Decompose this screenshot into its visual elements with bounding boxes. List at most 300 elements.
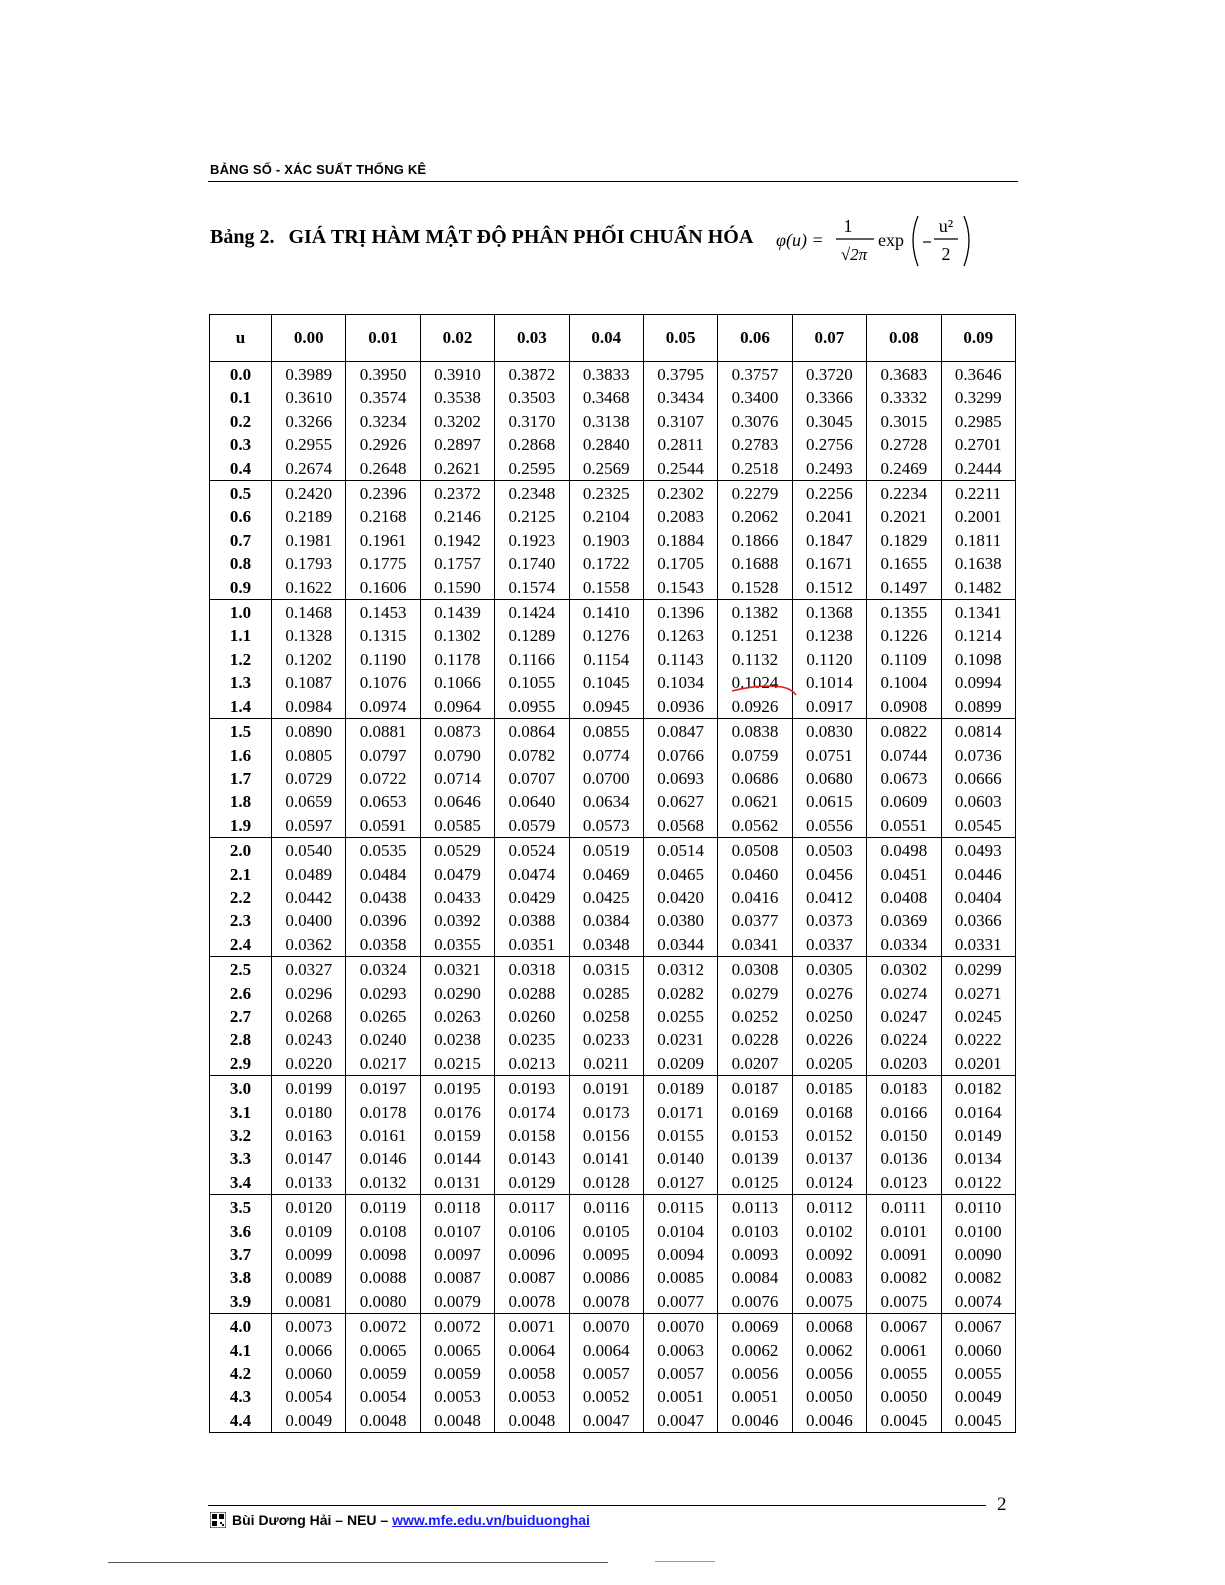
footer-divider [208,1505,986,1506]
density-value-cell: 0.0199 [272,1076,346,1101]
density-value-cell: 0.0141 [569,1147,643,1170]
density-value-cell: 0.2783 [718,433,792,456]
density-value-cell: 0.0484 [346,863,420,886]
density-value-cell: 0.1276 [569,624,643,647]
density-value-cell: 0.0640 [495,790,569,813]
density-value-cell: 0.3720 [792,362,866,387]
footer-link[interactable]: www.mfe.edu.vn/buiduonghai [392,1512,590,1528]
table-row [210,1266,1016,1289]
density-value-cell: 0.0122 [941,1171,1015,1195]
density-value-cell: 0.2125 [495,505,569,528]
density-value-cell: 0.3234 [346,410,420,433]
density-value-cell: 0.1793 [272,552,346,575]
density-value-cell: 0.1341 [941,600,1015,625]
row-label-u: 2.1 [210,863,272,886]
density-value-cell: 0.0205 [792,1052,866,1076]
row-label-u: 1.7 [210,767,272,790]
density-value-cell: 0.2756 [792,433,866,456]
density-value-cell: 0.0908 [867,695,941,719]
density-value-cell: 0.0659 [272,790,346,813]
formula-frac-denominator: 2 [941,244,951,264]
row-label-u: 4.2 [210,1362,272,1385]
density-value-cell: 0.3434 [643,386,717,409]
density-value-cell: 0.0189 [643,1076,717,1101]
table-row [210,481,1016,506]
density-value-cell: 0.0545 [941,814,1015,838]
density-value-cell: 0.2189 [272,505,346,528]
row-label-u: 4.3 [210,1385,272,1408]
row-label-u: 3.2 [210,1124,272,1147]
density-value-cell: 0.0081 [272,1290,346,1314]
density-value-cell: 0.0235 [495,1028,569,1051]
density-value-cell: 0.2234 [867,481,941,506]
density-value-cell: 0.1903 [569,529,643,552]
density-value-cell: 0.0137 [792,1147,866,1170]
density-value-cell: 0.0384 [569,909,643,932]
density-value-cell: 0.1453 [346,600,420,625]
column-header: 0.08 [867,315,941,362]
density-value-cell: 0.0984 [272,695,346,719]
density-value-cell: 0.0096 [495,1243,569,1266]
density-value-cell: 0.0341 [718,933,792,957]
density-value-cell: 0.0083 [792,1266,866,1289]
density-value-cell: 0.0290 [420,982,494,1005]
density-value-cell: 0.0293 [346,982,420,1005]
density-value-cell: 0.0171 [643,1101,717,1124]
density-value-cell: 0.0046 [718,1409,792,1433]
density-value-cell: 0.0049 [941,1385,1015,1408]
density-formula [776,208,976,272]
density-value-cell: 0.0603 [941,790,1015,813]
column-header: 0.09 [941,315,1015,362]
density-value-cell: 0.0082 [941,1266,1015,1289]
density-value-cell: 0.2811 [643,433,717,456]
density-value-cell: 0.0666 [941,767,1015,790]
density-value-cell: 0.0164 [941,1101,1015,1124]
density-value-cell: 0.0072 [346,1314,420,1339]
density-value-cell: 0.1981 [272,529,346,552]
density-value-cell: 0.0049 [272,1409,346,1433]
table-row [210,1171,1016,1195]
density-value-cell: 0.0203 [867,1052,941,1076]
density-value-cell: 0.0327 [272,957,346,982]
density-value-cell: 0.1014 [792,671,866,694]
row-label-u: 2.6 [210,982,272,1005]
row-label-u: 1.1 [210,624,272,647]
density-value-cell: 0.0355 [420,933,494,957]
table-row [210,863,1016,886]
row-label-u: 2.8 [210,1028,272,1051]
density-value-cell: 0.0736 [941,744,1015,767]
density-value-cell: 0.0416 [718,886,792,909]
density-value-cell: 0.0173 [569,1101,643,1124]
density-value-cell: 0.2840 [569,433,643,456]
row-label-u: 1.8 [210,790,272,813]
density-value-cell: 0.0265 [346,1005,420,1028]
density-value-cell: 0.0729 [272,767,346,790]
table-row [210,719,1016,744]
density-value-cell: 0.0131 [420,1171,494,1195]
density-value-cell: 0.3872 [495,362,569,387]
density-value-cell: 0.0117 [495,1195,569,1220]
density-value-cell: 0.1098 [941,648,1015,671]
header-divider [208,181,1018,182]
density-value-cell: 0.1757 [420,552,494,575]
density-value-cell: 0.1671 [792,552,866,575]
density-value-cell: 0.0556 [792,814,866,838]
density-value-cell: 0.2104 [569,505,643,528]
table-row [210,790,1016,813]
density-value-cell: 0.0072 [420,1314,494,1339]
density-value-cell: 0.0215 [420,1052,494,1076]
density-value-cell: 0.0069 [718,1314,792,1339]
density-value-cell: 0.0110 [941,1195,1015,1220]
row-label-u: 3.8 [210,1266,272,1289]
density-value-cell: 0.0056 [718,1362,792,1385]
density-value-cell: 0.1226 [867,624,941,647]
density-value-cell: 0.0050 [867,1385,941,1408]
density-value-cell: 0.0377 [718,909,792,932]
density-value-cell: 0.0158 [495,1124,569,1147]
density-value-cell: 0.1497 [867,576,941,600]
density-value-cell: 0.0759 [718,744,792,767]
density-value-cell: 0.2348 [495,481,569,506]
density-value-cell: 0.0070 [643,1314,717,1339]
density-value-cell: 0.0059 [420,1362,494,1385]
density-value-cell: 0.0782 [495,744,569,767]
density-value-cell: 0.1202 [272,648,346,671]
density-value-cell: 0.1847 [792,529,866,552]
density-value-cell: 0.1775 [346,552,420,575]
density-value-cell: 0.2469 [867,457,941,481]
density-value-cell: 0.0744 [867,744,941,767]
column-header: 0.03 [495,315,569,362]
density-value-cell: 0.1143 [643,648,717,671]
density-value-cell: 0.0255 [643,1005,717,1028]
row-label-u: 2.2 [210,886,272,909]
density-value-cell: 0.1302 [420,624,494,647]
table-row [210,1101,1016,1124]
density-value-cell: 0.1410 [569,600,643,625]
density-value-cell: 0.0070 [569,1314,643,1339]
density-value-cell: 0.0120 [272,1195,346,1220]
density-value-cell: 0.0103 [718,1220,792,1243]
density-value-cell: 0.0197 [346,1076,420,1101]
table-row [210,909,1016,932]
formula-numerator: 1 [843,216,853,236]
density-value-cell: 0.0150 [867,1124,941,1147]
formula-exp: exp [878,230,904,250]
density-value-cell: 0.3015 [867,410,941,433]
table-row [210,624,1016,647]
density-value-cell: 0.2569 [569,457,643,481]
density-value-cell: 0.0183 [867,1076,941,1101]
density-value-cell: 0.2985 [941,410,1015,433]
density-value-cell: 0.0337 [792,933,866,957]
density-value-cell: 0.0149 [941,1124,1015,1147]
density-value-cell: 0.1705 [643,552,717,575]
column-header: 0.07 [792,315,866,362]
density-value-cell: 0.3468 [569,386,643,409]
density-value-cell: 0.1574 [495,576,569,600]
density-value-cell: 0.0059 [346,1362,420,1385]
density-value-cell: 0.0144 [420,1147,494,1170]
density-value-cell: 0.2648 [346,457,420,481]
density-value-cell: 0.2021 [867,505,941,528]
density-value-cell: 0.0048 [346,1409,420,1433]
density-value-cell: 0.0057 [569,1362,643,1385]
density-value-cell: 0.2279 [718,481,792,506]
density-value-cell: 0.1439 [420,600,494,625]
density-value-cell: 0.0163 [272,1124,346,1147]
density-value-cell: 0.0113 [718,1195,792,1220]
density-value-cell: 0.0053 [420,1385,494,1408]
density-value-cell: 0.0209 [643,1052,717,1076]
density-value-cell: 0.0847 [643,719,717,744]
density-value-cell: 0.0396 [346,909,420,932]
density-value-cell: 0.0058 [495,1362,569,1385]
density-value-cell: 0.0305 [792,957,866,982]
density-value-cell: 0.0047 [643,1409,717,1433]
density-value-cell: 0.0139 [718,1147,792,1170]
density-value-cell: 0.0279 [718,982,792,1005]
density-value-cell: 0.0700 [569,767,643,790]
density-value-cell: 0.0048 [420,1409,494,1433]
density-value-cell: 0.0446 [941,863,1015,886]
scan-artifact-line [655,1561,715,1562]
density-value-cell: 0.0062 [792,1339,866,1362]
density-value-cell: 0.0282 [643,982,717,1005]
density-value-cell: 0.0045 [941,1409,1015,1433]
density-value-cell: 0.1120 [792,648,866,671]
density-value-cell: 0.0945 [569,695,643,719]
density-value-cell: 0.0087 [420,1266,494,1289]
density-value-cell: 0.0047 [569,1409,643,1433]
density-value-cell: 0.0174 [495,1101,569,1124]
density-value-cell: 0.0222 [941,1028,1015,1051]
table-corner-cell: u [210,315,272,362]
density-value-cell: 0.0226 [792,1028,866,1051]
density-value-cell: 0.0140 [643,1147,717,1170]
density-value-cell: 0.0097 [420,1243,494,1266]
density-value-cell: 0.0318 [495,957,569,982]
density-value-cell: 0.1688 [718,552,792,575]
table-row [210,1362,1016,1385]
density-value-cell: 0.0168 [792,1101,866,1124]
density-value-cell: 0.0153 [718,1124,792,1147]
row-label-u: 3.5 [210,1195,272,1220]
density-value-cell: 0.1558 [569,576,643,600]
row-label-u: 0.0 [210,362,272,387]
row-label-u: 4.4 [210,1409,272,1433]
density-value-cell: 0.2518 [718,457,792,481]
row-label-u: 1.4 [210,695,272,719]
density-value-cell: 0.0124 [792,1171,866,1195]
density-value-cell: 0.0797 [346,744,420,767]
density-value-cell: 0.1482 [941,576,1015,600]
density-value-cell: 0.0252 [718,1005,792,1028]
density-value-cell: 0.0195 [420,1076,494,1101]
density-value-cell: 0.3400 [718,386,792,409]
table-row [210,1005,1016,1028]
density-value-cell: 0.0790 [420,744,494,767]
density-value-cell: 0.0400 [272,909,346,932]
density-value-cell: 0.0156 [569,1124,643,1147]
row-label-u: 2.9 [210,1052,272,1076]
density-value-cell: 0.0084 [718,1266,792,1289]
formula-denominator: √2π [840,245,868,264]
table-row [210,433,1016,456]
density-value-cell: 0.2595 [495,457,569,481]
density-value-cell: 0.0260 [495,1005,569,1028]
density-value-cell: 0.0169 [718,1101,792,1124]
density-value-cell: 0.0442 [272,886,346,909]
density-value-cell: 0.0104 [643,1220,717,1243]
density-value-cell: 0.0562 [718,814,792,838]
density-value-cell: 0.0094 [643,1243,717,1266]
density-value-cell: 0.0351 [495,933,569,957]
density-value-cell: 0.0274 [867,982,941,1005]
density-value-cell: 0.2868 [495,433,569,456]
table-row [210,1243,1016,1266]
density-value-cell: 0.0078 [495,1290,569,1314]
density-value-cell: 0.0228 [718,1028,792,1051]
density-value-cell: 0.1109 [867,648,941,671]
row-label-u: 3.3 [210,1147,272,1170]
density-value-cell: 0.0090 [941,1243,1015,1266]
density-value-cell: 0.3076 [718,410,792,433]
density-value-cell: 0.0331 [941,933,1015,957]
density-value-cell: 0.0187 [718,1076,792,1101]
density-value-cell: 0.0055 [941,1362,1015,1385]
density-value-cell: 0.0080 [346,1290,420,1314]
density-value-cell: 0.0054 [272,1385,346,1408]
density-value-cell: 0.0233 [569,1028,643,1051]
density-value-cell: 0.1923 [495,529,569,552]
density-value-cell: 0.0579 [495,814,569,838]
density-value-cell: 0.0128 [569,1171,643,1195]
density-value-cell: 0.0344 [643,933,717,957]
density-value-cell: 0.1238 [792,624,866,647]
density-value-cell: 0.0324 [346,957,420,982]
density-value-cell: 0.0193 [495,1076,569,1101]
density-value-cell: 0.1087 [272,671,346,694]
row-label-u: 0.2 [210,410,272,433]
density-value-cell: 0.2041 [792,505,866,528]
density-value-cell: 0.0348 [569,933,643,957]
density-value-cell: 0.0822 [867,719,941,744]
page-number: 2 [997,1494,1007,1515]
density-value-cell: 0.2728 [867,433,941,456]
density-value-cell: 0.0285 [569,982,643,1005]
density-value-cell: 0.1942 [420,529,494,552]
density-value-cell: 0.0615 [792,790,866,813]
table-row [210,1052,1016,1076]
density-value-cell: 0.0180 [272,1101,346,1124]
table-row [210,362,1016,387]
table-row [210,1409,1016,1433]
density-value-cell: 0.0388 [495,909,569,932]
density-value-cell: 0.0585 [420,814,494,838]
density-value-cell: 0.0063 [643,1339,717,1362]
density-value-cell: 0.3646 [941,362,1015,387]
row-label-u: 0.8 [210,552,272,575]
density-value-cell: 0.0766 [643,744,717,767]
density-value-cell: 0.0321 [420,957,494,982]
density-value-cell: 0.0974 [346,695,420,719]
row-label-u: 3.7 [210,1243,272,1266]
density-value-cell: 0.0176 [420,1101,494,1124]
density-value-cell: 0.0077 [643,1290,717,1314]
density-value-cell: 0.0597 [272,814,346,838]
density-value-cell: 0.0634 [569,790,643,813]
density-value-cell: 0.0091 [867,1243,941,1266]
table-row [210,886,1016,909]
red-pen-stroke [732,686,796,695]
density-value-cell: 0.2001 [941,505,1015,528]
density-value-cell: 0.0127 [643,1171,717,1195]
density-value-cell: 0.3683 [867,362,941,387]
density-value-cell: 0.0722 [346,767,420,790]
row-label-u: 2.7 [210,1005,272,1028]
density-value-cell: 0.0136 [867,1147,941,1170]
density-value-cell: 0.1638 [941,552,1015,575]
density-value-cell: 0.0838 [718,719,792,744]
density-value-cell: 0.0240 [346,1028,420,1051]
formula-lhs: φ(u) = [776,230,824,250]
density-value-cell: 0.0955 [495,695,569,719]
density-value-cell: 0.0086 [569,1266,643,1289]
density-value-cell: 0.2420 [272,481,346,506]
density-value-cell: 0.2372 [420,481,494,506]
density-value-cell: 0.0412 [792,886,866,909]
density-value-cell: 0.0380 [643,909,717,932]
density-value-cell: 0.3045 [792,410,866,433]
density-value-cell: 0.1034 [643,671,717,694]
density-value-cell: 0.0498 [867,838,941,863]
density-value-cell: 0.1866 [718,529,792,552]
density-value-cell: 0.0873 [420,719,494,744]
density-value-cell: 0.0535 [346,838,420,863]
row-label-u: 3.0 [210,1076,272,1101]
density-value-cell: 0.0247 [867,1005,941,1028]
density-value-cell: 0.3503 [495,386,569,409]
density-value-cell: 0.0108 [346,1220,420,1243]
table-row [210,386,1016,409]
density-value-cell: 0.0191 [569,1076,643,1101]
density-value-cell: 0.0392 [420,909,494,932]
table-row [210,648,1016,671]
density-value-cell: 0.1512 [792,576,866,600]
density-value-cell: 0.0112 [792,1195,866,1220]
density-value-cell: 0.0046 [792,1409,866,1433]
density-value-cell: 0.0551 [867,814,941,838]
density-value-cell: 0.3610 [272,386,346,409]
row-label-u: 3.6 [210,1220,272,1243]
density-value-cell: 0.0627 [643,790,717,813]
density-value-cell: 0.0926 [718,695,792,719]
density-value-cell: 0.0101 [867,1220,941,1243]
density-value-cell: 0.0178 [346,1101,420,1124]
caption-number: Bảng 2. [210,226,275,248]
density-value-cell: 0.0051 [643,1385,717,1408]
row-label-u: 0.3 [210,433,272,456]
density-value-cell: 0.1961 [346,529,420,552]
density-value-cell: 0.0076 [718,1290,792,1314]
table-row [210,1339,1016,1362]
density-value-cell: 0.0065 [420,1339,494,1362]
density-value-cell: 0.0420 [643,886,717,909]
